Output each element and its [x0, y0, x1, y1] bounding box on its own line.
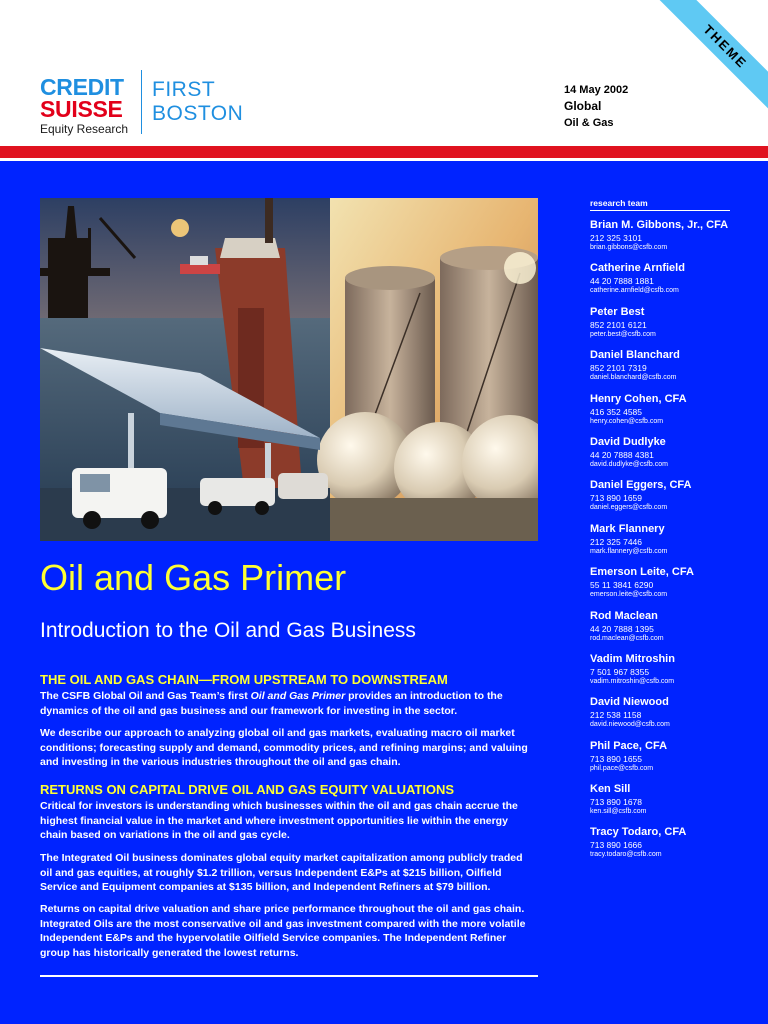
team-member-email[interactable]: daniel.eggers@csfb.com — [590, 504, 668, 512]
team-member — [590, 826, 730, 862]
team-member — [590, 696, 730, 732]
section-returns-paragraph-3: Returns on capital drive valuation and share price performance throughout the oil and gas chain. Integrated Oils are the most conservative oil and gas investment compared with the more volatile Independent E&Ps and the hypervolatile Oilfield Service companies. The Independent Refiner group has historically generated the lowest returns. — [40, 903, 526, 959]
first-boston-logo — [152, 78, 243, 126]
team-member — [590, 653, 730, 689]
team-member-phone: 7 501 967 8355 — [590, 666, 650, 677]
report-date: 14 May 2002 — [564, 84, 629, 96]
team-member — [590, 610, 730, 646]
team-member-email[interactable]: david.dudlyke@csfb.com — [590, 460, 668, 468]
team-member — [590, 262, 730, 298]
team-member-email[interactable]: david.niewood@csfb.com — [590, 721, 670, 729]
team-member-email[interactable]: ken.sill@csfb.com — [590, 808, 647, 816]
team-member-phone: 44 20 7888 1881 — [590, 276, 654, 287]
team-member-phone: 212 325 3101 — [590, 233, 642, 243]
theme-ribbon — [649, 0, 768, 123]
logo-boston: BOSTON — [152, 102, 244, 125]
logo-subtitle: Equity Research — [40, 122, 129, 136]
team-member-phone: 713 890 1666 — [590, 840, 642, 851]
section-heading-chain: THE OIL AND GAS CHAIN—FROM UPSTREAM TO DOWNSTREAM — [40, 672, 448, 687]
team-member-name: David Dudlyke — [590, 435, 666, 448]
team-member-name: Tracy Todaro, CFA — [590, 826, 687, 839]
team-member-phone: 852 2101 6121 — [590, 319, 647, 330]
section-chain-paragraph-2: We describe our approach to analyzing global oil and gas markets, evaluating macro oil market conditions; forecasting supply and demand, commodity prices, and refining margins; and valuing and investing in the various industries throughout the oil and gas chain. — [40, 727, 528, 768]
credit-suisse-logo — [40, 76, 128, 136]
team-member-email[interactable]: daniel.blanchard@csfb.com — [590, 374, 677, 382]
team-member — [590, 523, 730, 559]
team-member-name: Peter Best — [590, 305, 645, 318]
logo-divider — [141, 70, 142, 134]
header-red-bar — [0, 146, 768, 158]
section-chain-paragraph-1 — [40, 689, 530, 718]
team-member-name: Brian M. Gibbons, Jr., CFA — [590, 219, 729, 231]
team-member — [590, 349, 730, 385]
team-member-name: Vadim Mitroshin — [590, 652, 675, 665]
team-member — [590, 393, 730, 429]
team-member-email[interactable]: phil.pace@csfb.com — [590, 764, 654, 772]
team-member-phone: 212 538 1158 — [590, 710, 642, 721]
team-member — [590, 306, 730, 342]
research-team-label: research team — [590, 198, 730, 211]
team-member-name: David Niewood — [590, 696, 669, 709]
report-subtitle: Introduction to the Oil and Gas Business — [40, 619, 416, 642]
team-member-phone: 713 890 1659 — [590, 493, 642, 504]
report-sector: Oil & Gas — [564, 117, 614, 129]
team-member-email[interactable]: henry.cohen@csfb.com — [590, 417, 664, 425]
team-member-name: Rod Maclean — [590, 609, 658, 622]
logo-first: FIRST — [152, 78, 216, 101]
team-member — [590, 566, 730, 602]
section-returns-paragraph-1: Critical for investors is understanding which businesses within the oil and gas chain accrue the highest financial value in the market and where investment opportunities lie within the energy chain based on variations in the oil and gas cycle. — [40, 800, 518, 841]
team-member-name: Ken Sill — [590, 783, 631, 796]
logo-suisse: SUISSE — [40, 96, 123, 122]
report-meta — [564, 84, 628, 129]
team-member-phone: 713 890 1655 — [590, 753, 642, 764]
team-member-phone: 713 890 1678 — [590, 797, 642, 808]
team-member-phone: 44 20 7888 4381 — [590, 449, 654, 460]
team-member-email[interactable]: tracy.todaro@csfb.com — [590, 851, 662, 859]
team-member-phone: 852 2101 7319 — [590, 363, 647, 374]
team-member-email[interactable]: vadim.mitroshin@csfb.com — [590, 677, 675, 685]
team-member — [590, 436, 730, 472]
primer-title-italic: Oil and Gas Primer — [250, 690, 346, 702]
team-member-name: Catherine Arnfield — [590, 262, 685, 275]
team-member-phone: 416 352 4585 — [590, 406, 642, 417]
team-member-email[interactable]: rod.maclean@csfb.com — [590, 634, 664, 642]
team-member — [590, 740, 730, 776]
team-member-phone: 55 11 3841 6290 — [590, 580, 654, 591]
team-member-email[interactable]: catherine.arnfield@csfb.com — [590, 287, 679, 295]
research-team-list — [590, 198, 730, 863]
team-member-name: Daniel Blanchard — [590, 349, 680, 362]
team-member — [590, 479, 730, 515]
team-member-phone: 44 20 7888 1395 — [590, 623, 654, 634]
team-member-name: Mark Flannery — [590, 522, 665, 535]
logo-credit: CREDIT — [40, 74, 124, 100]
report-body — [0, 161, 768, 1024]
para-text-after: provides an introduction to the dynamics of the oil and gas business and our framework for investing in the sector. — [40, 690, 503, 717]
team-member-name: Phil Pace, CFA — [590, 739, 668, 752]
report-region: Global — [564, 99, 602, 113]
section-heading-returns: RETURNS ON CAPITAL DRIVE OIL AND GAS EQUITY VALUATIONS — [40, 782, 455, 797]
team-member-email[interactable]: brian.gibbons@csfb.com — [590, 244, 668, 251]
team-member — [590, 219, 730, 255]
oil-gas-collage-image — [40, 198, 538, 541]
bottom-rule — [40, 975, 538, 977]
report-header — [0, 0, 768, 146]
para-text-before: The CSFB Global Oil and Gas Team’s first — [40, 690, 251, 702]
team-member-name: Emerson Leite, CFA — [590, 566, 694, 579]
team-member-email[interactable]: peter.best@csfb.com — [590, 330, 656, 338]
team-member-name: Henry Cohen, CFA — [590, 392, 687, 405]
collage-illustration — [40, 198, 538, 541]
report-title: Oil and Gas Primer — [40, 557, 347, 598]
team-member-name: Daniel Eggers, CFA — [590, 479, 692, 492]
section-returns-paragraph-2: The Integrated Oil business dominates global equity market capitalization among publicly traded oil and gas equities, at roughly $1.2 trillion, versus Independent E&Ps at $215 billion, Oilfield Service and Equipment companies at $135 billion, and Independent Refiners at $79 billion. — [40, 852, 523, 893]
team-member-email[interactable]: emerson.leite@csfb.com — [590, 591, 668, 599]
team-member-email[interactable]: mark.flannery@csfb.com — [590, 547, 668, 555]
team-member — [590, 783, 730, 819]
team-member-phone: 212 325 7446 — [590, 536, 642, 547]
theme-ribbon-label: THEME — [700, 21, 751, 72]
